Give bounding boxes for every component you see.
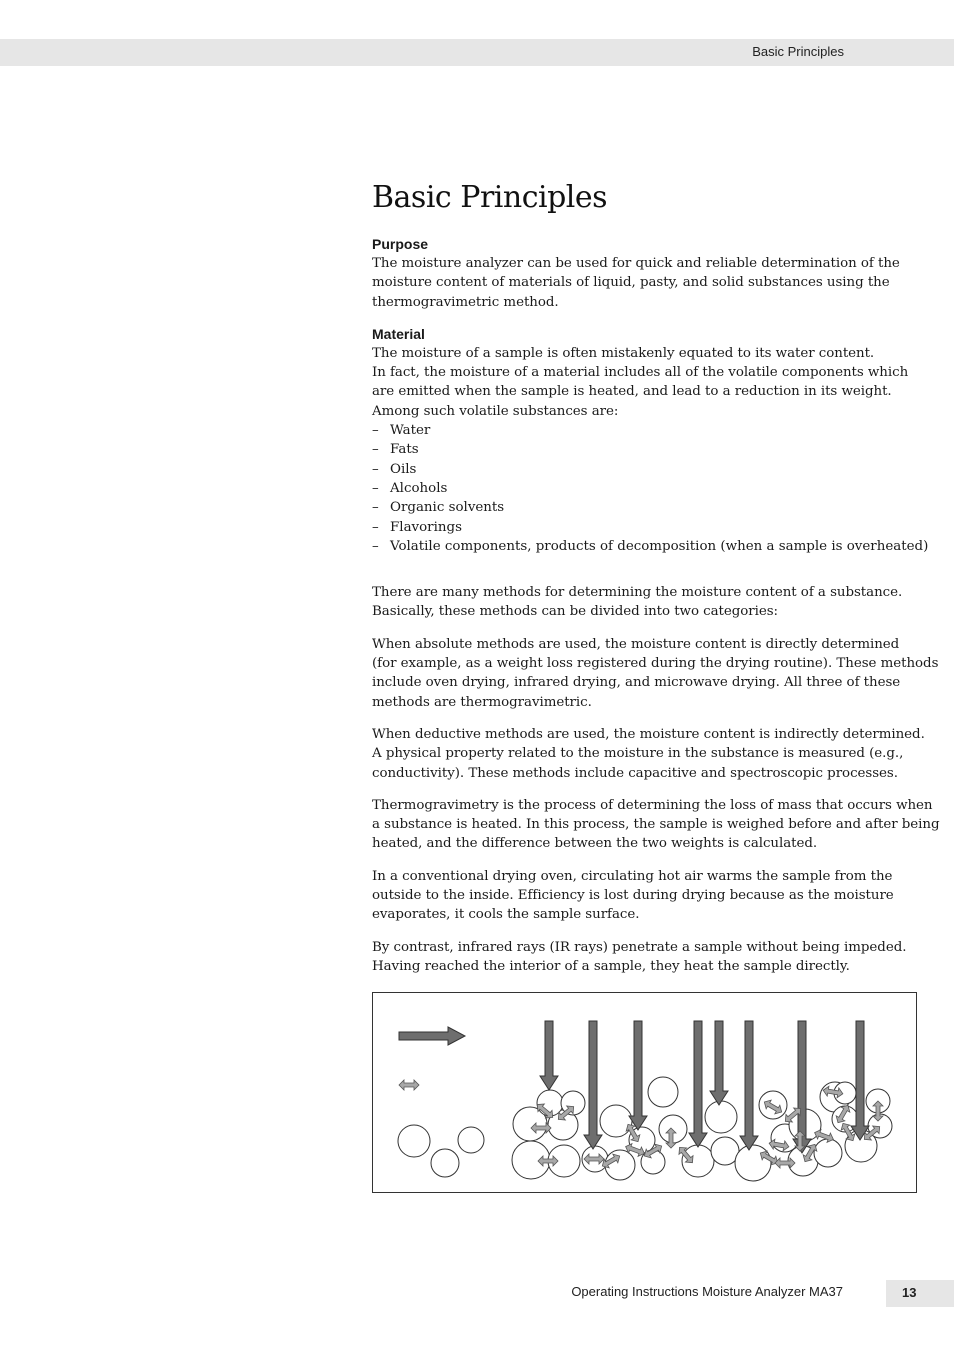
list-item: – Flavorings	[372, 518, 917, 537]
ir-ray-arrow-icon	[689, 1021, 707, 1147]
infrared-heating-diagram	[372, 992, 917, 1193]
ir-ray-arrow-icon	[540, 1021, 558, 1090]
text-line: A physical property related to the moisture in the substance is measured (e.g.,	[372, 746, 904, 762]
page-number: 13	[902, 1285, 917, 1300]
text-line: When absolute methods are used, the moisture content is directly determined	[372, 636, 900, 652]
text-line: are emitted when the sample is heated, and lead to a reduction in its weight.	[372, 384, 892, 400]
running-header	[0, 39, 954, 66]
text-line: outside to the inside. Efficiency is lost during drying because as the moisture	[372, 888, 894, 904]
text-line: include oven drying, infrared drying, and microwave drying. All three of these	[372, 675, 901, 691]
footer-document-title: Operating Instructions Moisture Analyzer MA37	[571, 1284, 843, 1299]
text-line: methods are thermogravimetric.	[372, 694, 592, 710]
text-line: The moisture analyzer can be used for quick and reliable determination of the	[372, 256, 900, 271]
material-heading: Material	[372, 325, 425, 342]
ir-ray-arrow-icon	[710, 1021, 728, 1105]
ir-ray-arrow-icon	[740, 1021, 758, 1150]
purpose-heading: Purpose	[372, 236, 429, 252]
text-line: When deductive methods are used, the moisture content is indirectly determined.	[372, 726, 925, 742]
text-line: Thermogravimetry is the process of determining the loss of mass that occurs when	[372, 797, 933, 813]
ir-ray-arrow-icon	[584, 1021, 602, 1149]
methods-intro-paragraph	[372, 583, 917, 622]
list-item: – Water	[372, 421, 917, 440]
main-content	[372, 180, 940, 989]
diagram-canvas	[373, 993, 916, 1192]
text-line: Having reached the interior of a sample, they heat the sample directly.	[372, 958, 850, 974]
volatile-substances-list	[372, 421, 929, 556]
list-item: – Volatile components, products of decomposition (when a sample is overheated)	[372, 537, 917, 556]
text-line: Among such volatile substances are:	[372, 403, 619, 419]
drying-oven-paragraph	[372, 867, 917, 925]
text-line: conductivity). These methods include capacitive and spectroscopic processes.	[372, 765, 898, 781]
text-line: By contrast, infrared rays (IR rays) penetrate a sample without being impeded.	[372, 939, 907, 955]
deductive-methods-paragraph	[372, 725, 925, 783]
legend-particles-icon	[398, 1125, 484, 1177]
text-line: a substance is heated. In this process, the sample is weighed before and after being	[372, 817, 940, 833]
text-line: (for example, as a weight loss registered during the drying routine). These methods	[372, 656, 939, 672]
list-item: – Oils	[372, 460, 917, 479]
infrared-paragraph	[372, 938, 917, 977]
material-section	[372, 325, 929, 556]
purpose-paragraph	[372, 254, 917, 312]
text-line: Basically, these methods can be divided into two categories:	[372, 604, 779, 620]
running-header-title: Basic Principles	[752, 44, 844, 59]
thermogravimetry-paragraph	[372, 796, 940, 854]
legend-moisture-arrow-icon	[399, 1080, 419, 1090]
text-line: There are many methods for determining the moisture content of a substance.	[372, 585, 903, 601]
ir-ray-arrow-icon	[629, 1021, 647, 1130]
page-title: Basic Principles	[372, 180, 608, 215]
legend-ir-ray-arrow-icon	[399, 1027, 465, 1045]
list-item: – Organic solvents	[372, 498, 917, 517]
list-item: – Alcohols	[372, 479, 917, 498]
moisture-arrow-icon	[775, 1158, 795, 1168]
absolute-methods-paragraph	[372, 635, 939, 712]
text-line: heated, and the difference between the two weights is calculated.	[372, 836, 818, 852]
text-line: In fact, the moisture of a material includes all of the volatile components which	[372, 365, 909, 381]
text-line: In a conventional drying oven, circulating hot air warms the sample from the	[372, 868, 893, 884]
text-line: evaporates, it cools the sample surface.	[372, 907, 640, 923]
list-item: – Fats	[372, 440, 917, 459]
purpose-section	[372, 235, 917, 312]
text-line: The moisture of a sample is often mistakenly equated to its water content.	[372, 345, 875, 361]
page-number-box	[886, 1280, 954, 1307]
text-line: moisture content of materials of liquid, pasty, and solid substances using the	[372, 275, 890, 291]
text-line: thermogravimetric method.	[372, 294, 559, 310]
material-paragraph	[372, 344, 917, 421]
